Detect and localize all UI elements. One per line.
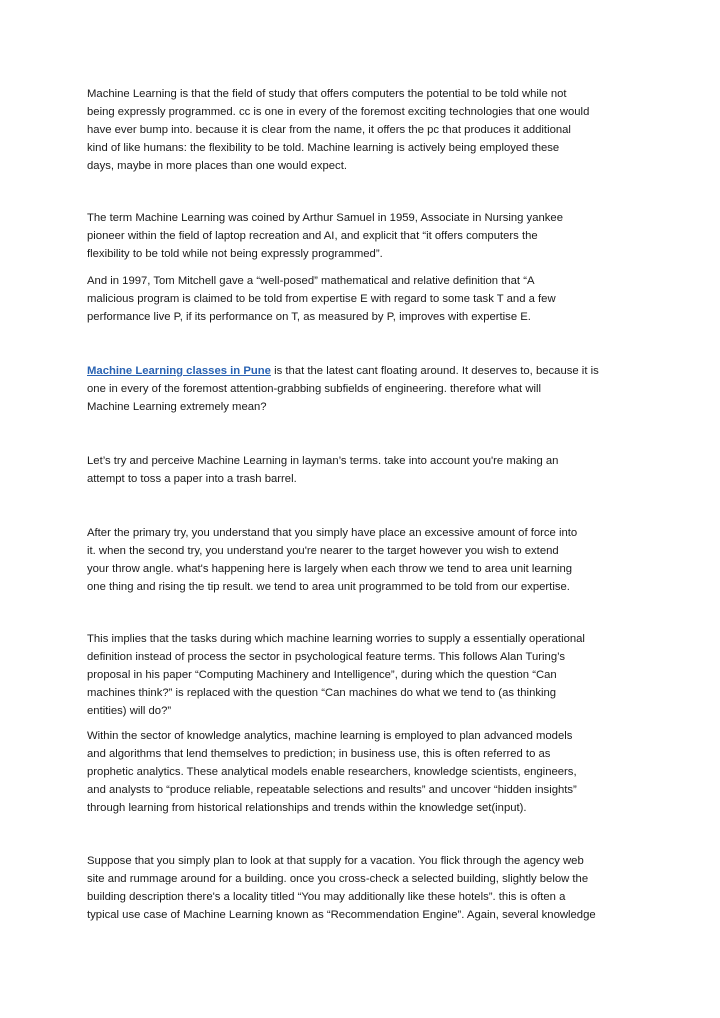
paragraph-first-try: After the primary try, you understand that you simply have place an excessive amount of force into it. when the second try, you understand you're nearer to the target however you wish to extend your throw angle. what's happening here is largely when each throw we tend to area unit learning one thing and rising the tip result. we tend to area unit programmed to be told from our expertise. <box>87 527 578 594</box>
paragraph-classes-text: is that the latest cant floating around. It deserves to, because it is one in every of the foremost attention-grabbing subfields of engineering. therefore what will Machine Learning extremely mean? <box>87 365 599 414</box>
paragraph-layman-terms: Let’s try and perceive Machine Learning in layman’s terms. take into account you're making an attempt to toss a paper into a trash barrel. <box>87 455 559 486</box>
paragraph-analytics: Within the sector of knowledge analytics, machine learning is employed to plan advanced models and algorithms that lend themselves to prediction; in business use, this is often referred to as prophetic analytics. These analytical models enable researchers, knowledge scientists, engineers, and analysts to “produce reliable, repeatable selections and results” and uncover “hidden insights” through learning from historical relationships and trends within the knowledge set(input). <box>87 730 577 815</box>
paragraph-mitchell-definition: And in 1997, Tom Mitchell gave a “well-posed” mathematical and relative definition that “A malicious program is claimed to be told from expertise E with regard to some task T and a few performance live P, if its performance on T, as measured by P, improves with expertise E. <box>87 275 556 324</box>
paragraph-turing: This implies that the tasks during which machine learning worries to supply a essentially operational definition instead of process the sector in psychological feature terms. This follows Alan Turing’s proposal in his paper “Computing Machinery and Intelligence”, during which the question “Can machines think?” is replaced with the question “Can machines do what we tend to (as thinking entities) will do?” <box>87 633 585 718</box>
paragraph-term-origin: The term Machine Learning was coined by Arthur Samuel in 1959, Associate in Nursing yankee pioneer within the field of laptop recreation and AI, and explicit that “it offers computers the flexibility to be told while not being expressly programmed”. <box>87 212 563 261</box>
paragraph-classes <box>87 362 639 416</box>
machine-learning-classes-link[interactable]: Machine Learning classes in Pune <box>87 365 271 377</box>
paragraph-intro: Machine Learning is that the field of study that offers computers the potential to be told while not being expressly programmed. cc is one in every of the foremost exciting technologies that one would have ever bump into. because it is clear from the name, it offers the pc that produces it additional kind of like humans: the flexibility to be told. Machine learning is actively being employed these days, maybe in more places than one would expect. <box>87 88 590 173</box>
paragraph-vacation: Suppose that you simply plan to look at that supply for a vacation. You flick through the agency web site and rummage around for a building. once you cross-check a selected building, slightly below the building description there's a locality titled “You may additionally like these hotels”. this is often a typical use case of Machine Learning known as “Recommendation Engine”. Again, several knowledge <box>87 855 596 922</box>
